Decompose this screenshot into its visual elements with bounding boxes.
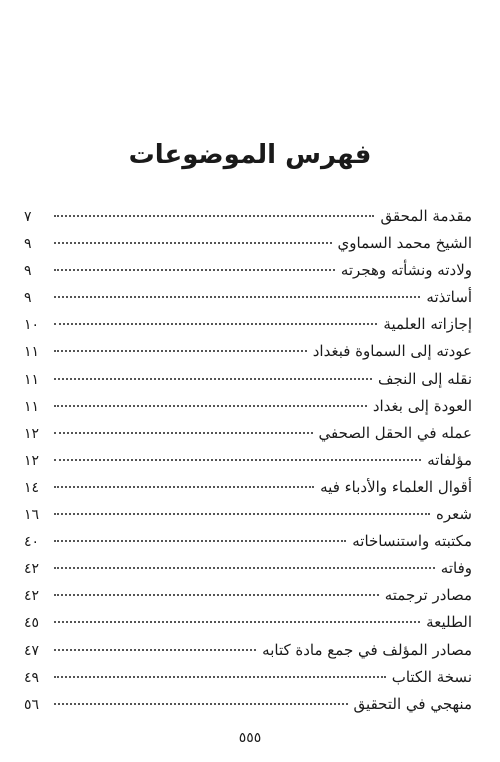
dot-leader <box>54 649 256 651</box>
table-of-contents <box>24 207 472 722</box>
toc-entry-label: مؤلفاته <box>427 450 472 469</box>
toc-entry-label: عودته إلى السماوة فبغداد <box>312 342 472 361</box>
toc-entry-page: ٤٥ <box>24 615 40 632</box>
toc-entry-page: ١٢ <box>24 425 40 442</box>
toc-entry-page: ١١ <box>24 398 40 415</box>
toc-entry-page: ٩ <box>24 263 32 280</box>
toc-entry-label: مصادر ترجمته <box>384 586 472 605</box>
toc-entry <box>24 342 472 369</box>
dot-leader <box>54 676 386 678</box>
toc-entry <box>24 478 472 505</box>
toc-entry <box>24 451 472 478</box>
toc-entry <box>24 370 472 397</box>
dot-leader <box>54 567 435 569</box>
toc-entry-page: ١١ <box>24 371 40 388</box>
toc-entry-label: ولادته ونشأته وهجرته <box>340 261 472 280</box>
toc-entry <box>24 261 472 288</box>
toc-entry-page: ١٤ <box>24 479 40 496</box>
dot-leader <box>54 459 421 461</box>
toc-entry-page: ٤٠ <box>24 534 40 551</box>
toc-entry-page: ٤٢ <box>24 588 40 605</box>
dot-leader <box>54 594 379 596</box>
toc-entry-page: ١٦ <box>24 507 40 524</box>
dot-leader <box>54 242 332 244</box>
dot-leader <box>54 621 420 623</box>
toc-entry-label: وفاته <box>440 559 472 578</box>
dot-leader <box>54 215 374 217</box>
toc-entry <box>24 207 472 234</box>
toc-entry-page: ٩ <box>24 290 32 307</box>
toc-entry-page: ٤٢ <box>24 561 40 578</box>
toc-entry-label: منهجي في التحقيق <box>353 694 472 713</box>
toc-entry <box>24 641 472 668</box>
toc-entry <box>24 695 472 722</box>
toc-entry-label: العودة إلى بغداد <box>372 396 472 415</box>
toc-entry-label: الشيخ محمد السماوي <box>337 234 472 253</box>
dot-leader <box>54 378 372 380</box>
dot-leader <box>54 513 430 515</box>
toc-entry <box>24 505 472 532</box>
dot-leader <box>54 540 346 542</box>
toc-entry <box>24 315 472 342</box>
toc-entry-page: ١١ <box>24 344 40 361</box>
toc-entry <box>24 234 472 261</box>
toc-entry-page: ١٢ <box>24 452 40 469</box>
dot-leader <box>54 269 335 271</box>
toc-entry-page: ١٠ <box>24 317 40 334</box>
dot-leader <box>54 296 420 298</box>
toc-entry-label: مصادر المؤلف في جمع مادة كتابه <box>262 640 472 659</box>
toc-entry <box>24 559 472 586</box>
toc-entry <box>24 397 472 424</box>
page-number: ٥٥٥ <box>238 730 262 746</box>
toc-entry-label: نقله إلى النجف <box>377 369 472 388</box>
dot-leader <box>54 405 367 407</box>
page-title: فهرس الموضوعات <box>128 140 372 170</box>
toc-entry <box>24 586 472 613</box>
toc-entry-label: نسخة الكتاب <box>391 667 472 686</box>
toc-entry-page: ٧ <box>24 209 32 225</box>
toc-entry-page: ٤٧ <box>24 642 40 659</box>
dot-leader <box>54 703 348 705</box>
toc-entry-label: الطليعة <box>426 613 472 632</box>
dot-leader <box>54 323 377 325</box>
dot-leader <box>54 432 313 434</box>
dot-leader <box>54 486 314 488</box>
toc-entry-page: ٤٩ <box>24 669 40 686</box>
toc-entry-label: أساتذته <box>426 288 472 307</box>
toc-entry-label: عمله في الحقل الصحفي <box>318 423 472 442</box>
toc-entry-label: أقوال العلماء والأدباء فيه <box>320 477 472 496</box>
toc-entry <box>24 668 472 695</box>
toc-entry <box>24 532 472 559</box>
toc-entry-label: مكتبته واستنساخاته <box>352 532 472 551</box>
toc-entry-page: ٥٦ <box>24 696 40 713</box>
dot-leader <box>54 350 307 352</box>
toc-entry <box>24 288 472 315</box>
toc-entry <box>24 613 472 640</box>
toc-entry-label: إجازاته العلمية <box>383 315 472 334</box>
toc-entry-label: مقدمة المحقق <box>380 207 472 225</box>
toc-entry <box>24 424 472 451</box>
toc-entry-label: شعره <box>436 505 472 524</box>
toc-entry-page: ٩ <box>24 236 32 253</box>
